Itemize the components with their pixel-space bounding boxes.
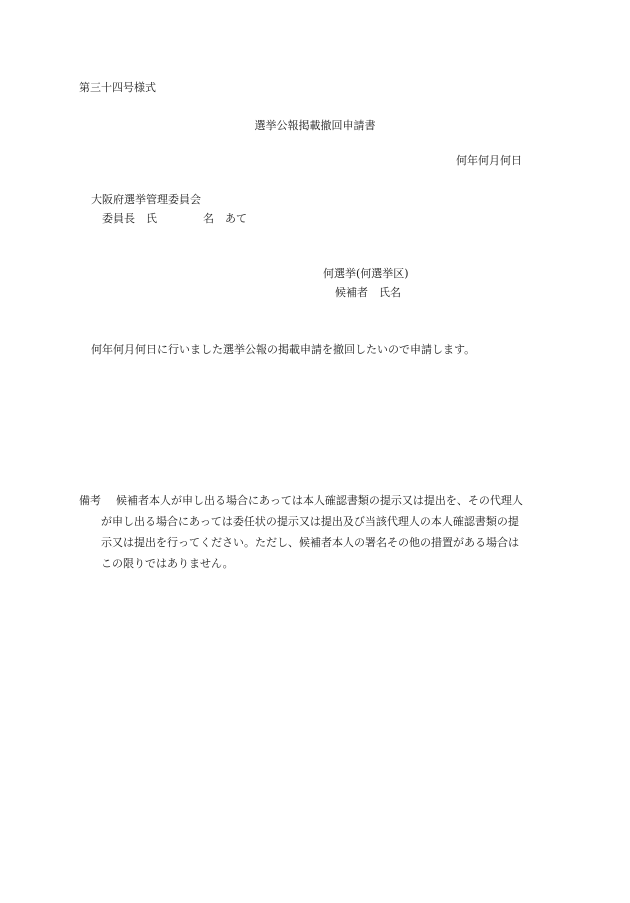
remarks-line: 候補者本人が申し出る場合にあっては本人確認書類の提示又は提出を、その代理人: [116, 494, 523, 507]
remarks-row: [79, 490, 523, 511]
addressee-position: 委員長: [102, 212, 135, 225]
candidate-name: 氏名: [379, 286, 401, 299]
remarks-line: が申し出る場合にあっては委任状の提示又は提出及び当該代理人の本人確認書類の提: [101, 515, 519, 528]
form-number: 第三十四号様式: [79, 81, 156, 94]
election-name: 何選挙(何選挙区): [323, 267, 409, 280]
remarks-line: 示又は提出を行ってください。ただし、候補者本人の署名その他の措置がある場合は: [101, 536, 519, 549]
addressee-organization: 大阪府選挙管理委員会: [91, 193, 201, 206]
candidate-line: [335, 286, 401, 300]
addressee-honorific: あて: [225, 212, 247, 225]
remarks-label: 備考: [79, 494, 101, 507]
remarks-line: この限りではありません。: [101, 557, 234, 570]
remarks: [79, 490, 523, 574]
document-title: 選挙公報掲載撤回申請書: [254, 119, 376, 132]
addressee-name-part2: 名: [203, 212, 214, 225]
candidate-role: 候補者: [335, 286, 368, 299]
addressee-line: [102, 212, 247, 226]
body-text: 何年何月何日に行いました選挙公報の掲載申請を撤回したいので申請します。: [91, 343, 476, 356]
addressee-name-part1: 氏: [146, 212, 157, 225]
application-date: 何年何月何日: [456, 154, 522, 167]
